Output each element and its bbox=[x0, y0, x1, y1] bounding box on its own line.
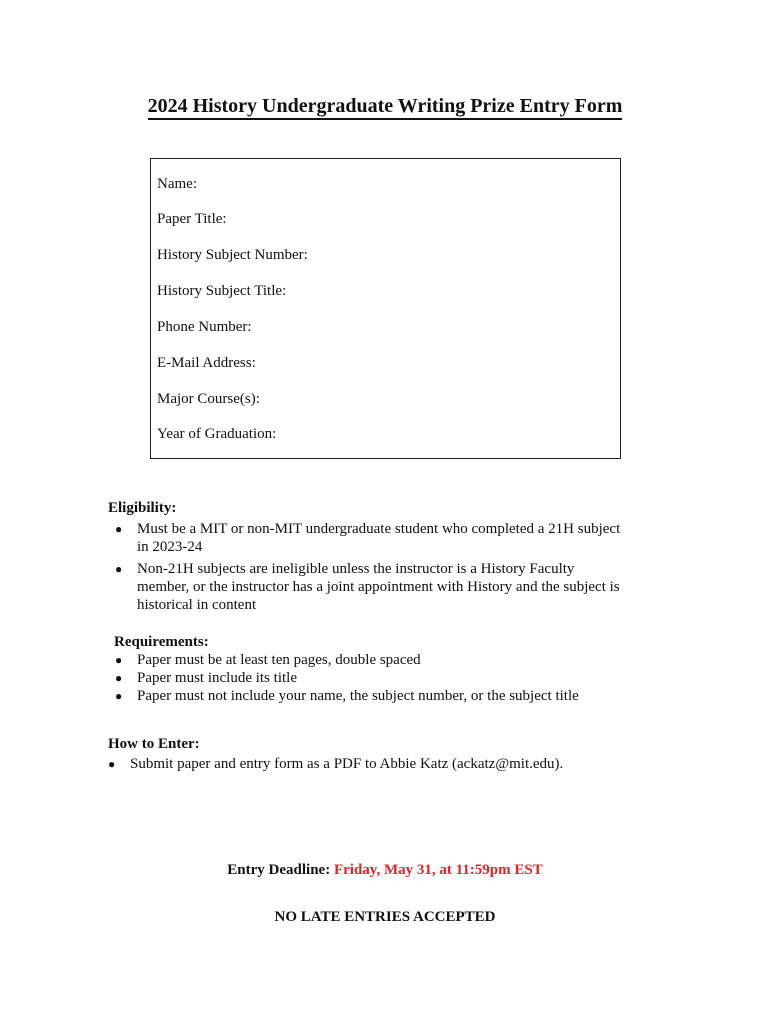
how-to-enter-heading: How to Enter: bbox=[108, 736, 200, 752]
no-late-entries-notice: NO LATE ENTRIES ACCEPTED bbox=[274, 909, 496, 925]
list-item: ● Paper must not include your name, the subject number, or the subject title bbox=[115, 688, 579, 704]
eligibility-heading: Eligibility: bbox=[108, 500, 177, 516]
entry-form-box bbox=[150, 158, 621, 459]
form-field-paper-title: Paper Title: bbox=[157, 211, 227, 227]
bullet-icon: ● bbox=[108, 757, 116, 771]
bullet-icon: ● bbox=[115, 653, 123, 667]
eligibility-list bbox=[108, 520, 628, 614]
requirements-heading: Requirements: bbox=[114, 634, 209, 650]
bullet-icon: ● bbox=[115, 689, 123, 703]
form-field-subject-number: History Subject Number: bbox=[157, 247, 308, 263]
form-field-email: E-Mail Address: bbox=[157, 355, 256, 371]
list-item: ● Submit paper and entry form as a PDF to Abbie Katz (ackatz@mit.edu). bbox=[108, 756, 564, 772]
form-field-major: Major Course(s): bbox=[157, 391, 260, 407]
form-field-subject-title: History Subject Title: bbox=[157, 283, 287, 299]
form-field-name: Name: bbox=[157, 176, 197, 192]
deadline-label: Entry Deadline: bbox=[227, 862, 334, 878]
list-item: ● Paper must include its title bbox=[115, 670, 297, 686]
how-to-enter-section bbox=[108, 736, 668, 773]
form-field-graduation-year: Year of Graduation: bbox=[157, 426, 277, 442]
bullet-icon: ● bbox=[115, 671, 123, 685]
requirements-section bbox=[108, 634, 628, 705]
bullet-icon: ● bbox=[115, 562, 123, 576]
form-field-phone: Phone Number: bbox=[157, 319, 252, 335]
eligibility-section bbox=[108, 500, 628, 614]
requirements-list bbox=[108, 651, 628, 705]
list-item: ● Non-21H subjects are ineligible unless the instructor is a History Faculty member, or the instructor has a joint appointment with History and the subject is historical in content bbox=[115, 561, 620, 613]
bullet-icon: ● bbox=[115, 522, 123, 536]
page-title: 2024 History Undergraduate Writing Prize Entry Form bbox=[0, 94, 770, 120]
how-to-enter-list bbox=[108, 755, 668, 773]
list-item: ● Must be a MIT or non-MIT undergraduate student who completed a 21H subject in 2023-24 bbox=[115, 521, 621, 555]
deadline-value: Friday, May 31, at 11:59pm EST bbox=[333, 862, 543, 878]
entry-deadline bbox=[0, 862, 770, 879]
list-item: ● Paper must be at least ten pages, double spaced bbox=[115, 652, 421, 668]
